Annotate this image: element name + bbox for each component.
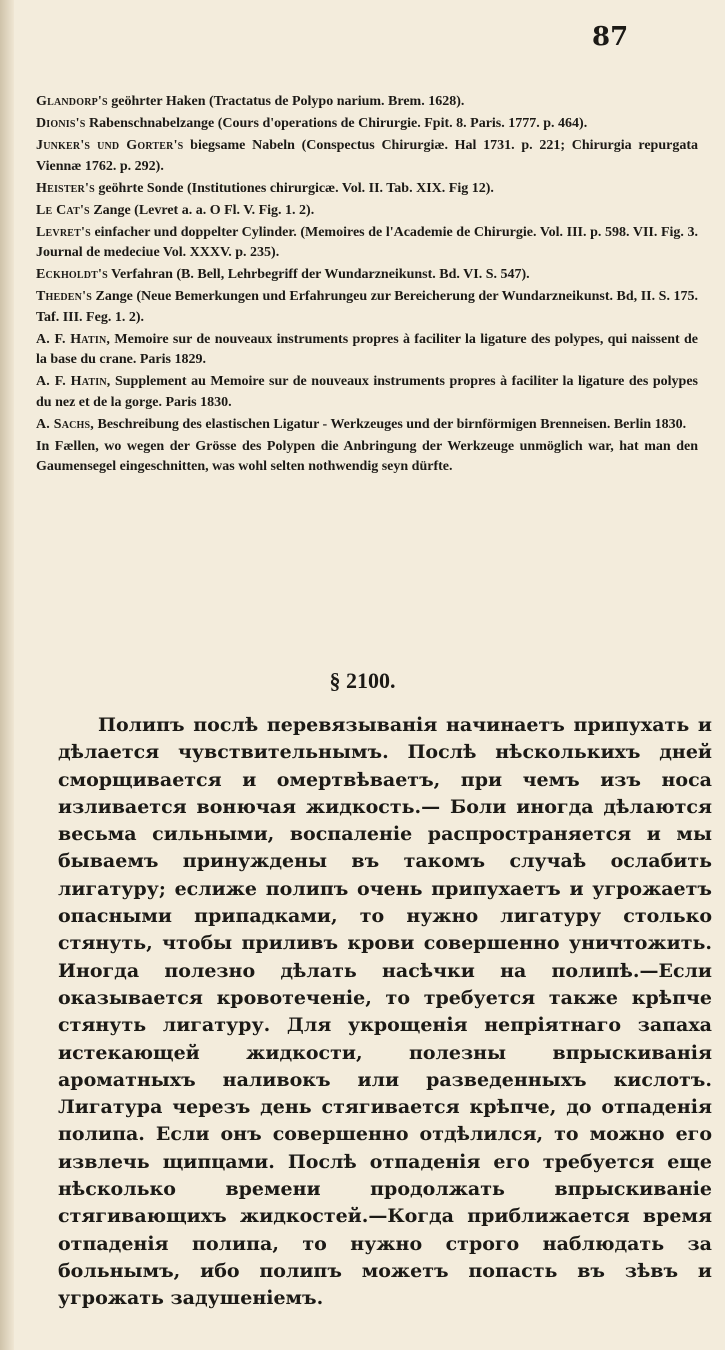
reference-entry — [36, 114, 698, 135]
reference-author: Junker's und Gorter's — [36, 138, 184, 153]
reference-entry — [36, 330, 698, 371]
reference-author: Dionis's — [36, 116, 86, 131]
reference-entry — [36, 223, 698, 264]
reference-text: einfacher und doppelter Cylinder. (Memoires de l'Academie de Chirurgie. Vol. III. p. 598. VII. Fig. 3. Journal de medeciue Vol. XXXV. p. 235). — [36, 224, 698, 260]
section-heading: § 2100. — [329, 668, 396, 693]
reference-entry — [36, 372, 698, 413]
references-list — [36, 92, 698, 479]
reference-author: Eckholdt's — [36, 267, 108, 282]
reference-text: Supplement au Memoire sur de nouveaux instruments propres à faciliter la ligature des polypes du nez et de la gorge. Paris 1830. — [36, 374, 698, 410]
reference-text: Rabenschnabelzange (Cours d'operations de Chirurgie. Fpit. 8. Paris. 1777. p. 464). — [85, 116, 588, 131]
body-paragraph: Полипъ послѣ перевязыванія начинаетъ припухать и дѣлается чувствительнымъ. Послѣ нѣсколькихъ дней сморщивается и омертвѣваетъ, при чемъ изъ носа изливается вонючая жидкость.— Боли иногда дѣлаются весьма сильными, воспаленіе распространяется и мы бываемъ принуждены въ такомъ случаѣ ослабить лигатуру; еслиже полипъ очень припухаетъ и угрожаетъ опасными припадками, то нужно лигатуру столько стянуть, чтобы приливъ крови совершенно уничтожить. Иногда полезно дѣлать насѣчки на полипѣ.—Если оказывается кровотеченіе, то требуется также крѣпче стянуть лигатуру. Для укрощенія непріятнаго запаха истекающей жидкости, полезны впрыскиванія ароматныхъ наливокъ или разведенныхъ кислотъ. Лигатура черезъ день стягивается крѣпче, до отпаденія полипа. Если онъ совершенно отдѣлился, то можно его извлечь щипцами. Послѣ отпаденія его требуется еще нѣсколько времени продолжать впрыскиваніе стягивающихъ жидкостей.—Когда приближается время отпаденія полипа, то нужно строго наблюдать за больнымъ, ибо полипъ можетъ попасть въ зѣвъ и угрожать задушеніемъ. — [58, 714, 712, 1310]
reference-entry — [36, 265, 698, 286]
reference-entry — [36, 179, 698, 200]
reference-text: biegsame Nabeln (Conspectus Chirurgiæ. Hal 1731. p. 221; Chirurgia repurgata Viennæ 1762. p. 292). — [36, 138, 699, 174]
reference-text: Memoire sur de nouveaux instruments propres à faciliter la ligature des polypes, qui naissent de la base du crane. Paris 1829. — [36, 331, 698, 367]
reference-text: geöhrter Haken (Tractatus de Polypo narium. Brem. 1628). — [107, 94, 465, 109]
page-number: 87 — [592, 22, 629, 52]
reference-author: A. Sachs, — [36, 416, 94, 432]
reference-author: Le Cat's — [36, 202, 90, 218]
reference-note — [36, 437, 698, 478]
reference-text: Verfahran (B. Bell, Lehrbegriff der Wundarzneikunst. Bd. VI. S. 547). — [107, 267, 530, 282]
reference-text: geöhrte Sonde (Institutiones chirurgicæ. Vol. II. Tab. XIX. Fig 12). — [94, 180, 494, 196]
reference-author: Glandorp's — [36, 94, 108, 109]
reference-entry — [36, 415, 698, 436]
reference-text: In Fællen, wo wegen der Grösse des Polypen die Anbringung der Werkzeuge unmöglich war, hat man den Gaumensegel eingeschnitten, was wohl selten nothwendig seyn dürfte. — [36, 438, 698, 474]
reference-author: Theden's — [36, 289, 92, 304]
reference-entry — [36, 287, 698, 328]
reference-author: A. F. Hatin, — [36, 331, 111, 347]
reference-author: Heister's — [36, 180, 95, 196]
reference-entry — [36, 92, 698, 113]
reference-text: Zange (Levret a. a. O Fl. V. Fig. 1. 2). — [89, 202, 315, 218]
reference-entry — [36, 136, 698, 177]
reference-text: Beschreibung des elastischen Ligatur - Werkzeuges und der birnförmigen Brenneisen. Berlin 1830. — [93, 416, 687, 432]
reference-author: Levret's — [36, 224, 91, 240]
reference-entry — [36, 201, 698, 222]
reference-text: Zange (Neue Bemerkungen und Erfahrungeu zur Bereicherung der Wundarzneikunst. Bd, II. S. 175. Taf. III. Feg. 1. 2). — [36, 289, 698, 325]
reference-author: A. F. Hatin, — [36, 374, 111, 389]
